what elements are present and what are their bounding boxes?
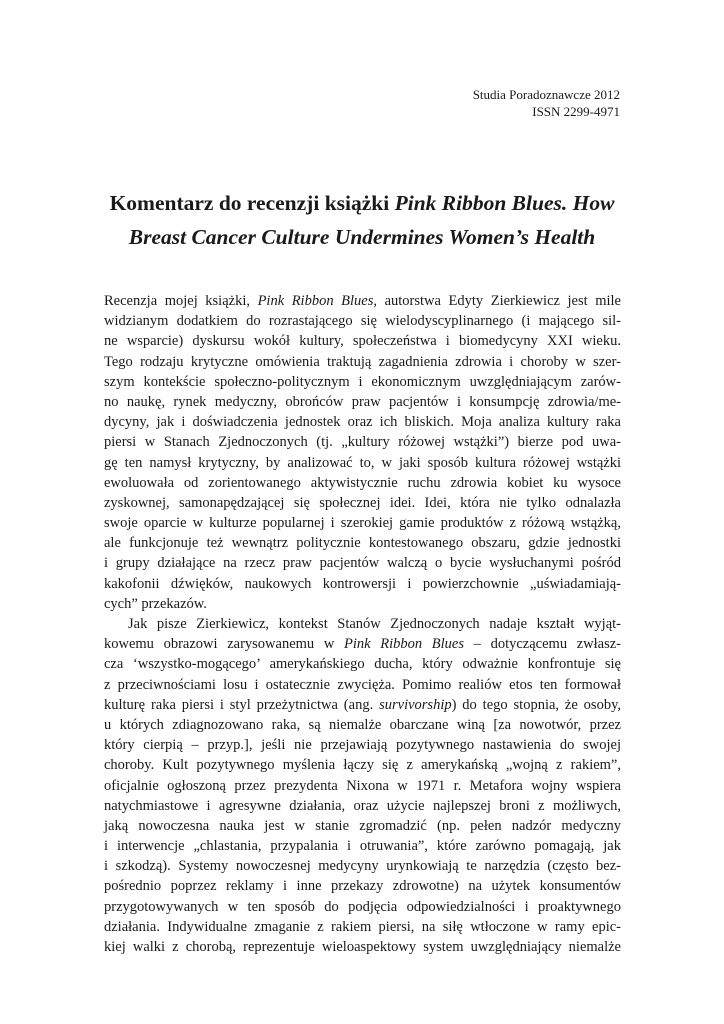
body-line: u których zdiagnozowano raka, są niemalże obarczane winą [za nowotwór, przez <box>104 716 621 733</box>
body-text <box>104 291 621 957</box>
body-line: z przeciwnościami losu i ostatecznie zwycięża. Pomimo realiów etos ten formował <box>104 676 621 693</box>
body-line: działania. Indywidualne zmaganie z rakiem piersi, na siłę wtłoczone w ramy epic- <box>104 918 621 935</box>
body-line: szym kontekście społeczno-politycznym i ekonomicznym uwzględniającym zarów- <box>104 373 621 390</box>
body-line: zyskownej, samonapędzającej się społecznej idei. Idei, która nie tylko odnalazła <box>104 494 621 511</box>
body-line: jaką nowoczesna nauka jest w stanie zgromadzić (np. pełen nadzór medyczny <box>104 817 621 834</box>
body-line: no naukę, rynek medyczny, obrońców praw pacjentów i konsumpcję zdrowia/me- <box>104 393 621 410</box>
body-line <box>104 291 621 311</box>
italic-book-title: Pink Ribbon Blues <box>343 636 464 653</box>
body-line: ne wsparcie) dyskursu wokół kultury, społeczeństwa i biomedycyny XXI wieku. <box>104 333 621 350</box>
body-line: i szkodzą). Systemy nowoczesnej medycyny urynkowiają te narzędzia (często bez- <box>104 858 621 875</box>
body-line: gę ten namysł krytyczny, by analizować to, w jaki sposób kultura różowej wstążki <box>104 454 621 471</box>
body-line: choroby. Kult pozytywnego myślenia łączy się z amerykańską „wojną z rakiem”, <box>104 757 621 774</box>
body-line: cza ‘wszystko-mogącego’ amerykańskiego ducha, który odważnie konfrontuje się <box>104 656 621 673</box>
body-line: który cierpią – przyp.], jeśli nie przejawiają pozytywnego nastawienia do swojej <box>104 737 621 754</box>
body-line: pośrednio poprzez reklamy i inne przekazy zdrowotne) na użytek konsumentów <box>104 878 621 895</box>
body-line: ale funkcjonuje też wewnątrz politycznie kontestowanego obszaru, gdzie jednostki <box>104 535 621 552</box>
title-italic-subtitle: Breast Cancer Culture Undermines Women’s Health <box>128 225 596 249</box>
running-header <box>473 86 620 120</box>
article-title <box>60 186 664 254</box>
text-run: Recenzja mojej książki, <box>104 293 258 309</box>
body-line: Jak pisze Zierkiewicz, kontekst Stanów Zjednoczonych nadaje kształt wyjąt- <box>128 616 621 632</box>
journal-name: Studia Poradoznawcze 2012 <box>472 87 620 102</box>
text-run: kowemu obrazowi zarysowanemu w <box>104 636 344 653</box>
body-line <box>104 634 621 654</box>
body-line: oficjalnie ogłoszoną przez prezydenta Nixona w 1971 r. Metafora wojny wspiera <box>104 777 621 794</box>
title-line-1 <box>60 186 664 220</box>
body-line <box>104 695 621 715</box>
body-line: ewoluowała od zorientowanego aktywistycznie ruchu zdrowia kobiet ku wysoce <box>104 474 621 491</box>
text-run: – dotyczącemu zwłasz- <box>464 636 622 653</box>
body-line: natychmiastowe i agresywne działania, oraz użycie najlepszej broni z możliwych, <box>104 797 621 814</box>
text-run: kulturę raka piersi i styl przeżytnictwa (ang. <box>104 696 380 713</box>
body-line: i grupy działające na rzecz praw pacjentów walczą o bycie wysłuchanymi pośród <box>104 555 621 572</box>
title-italic-book: Pink Ribbon Blues. How <box>394 191 615 215</box>
body-line: i interwencje „chlastania, przypalania i otruwania”, które zarówno pomagają, jak <box>104 838 621 855</box>
body-line: cych” przekazów. <box>104 595 207 612</box>
body-line: przygotowywanych w ten sposób do podjęcia odpowiedzialności i proaktywnego <box>104 898 621 915</box>
italic-book-title: Pink Ribbon Blues <box>257 293 374 309</box>
body-line: kiej walki z chorobą, reprezentuje wieloaspektowy system uwzględniający niemalże <box>104 939 621 955</box>
issn-number: ISSN 2299-4971 <box>532 104 620 119</box>
title-line-2 <box>60 220 664 254</box>
body-line: widzianym dodatkiem do rozrastającego się wielodyscyplinarnego (i mającego sil- <box>104 313 621 330</box>
body-line: swoje oparcie w kulturze popularnej i szerokiej gamie produktów z różową wstążką, <box>104 515 621 532</box>
body-line: kakofonii dźwięków, naukowych kontrowersji i powierzchownie „uświadamiają- <box>104 575 621 592</box>
text-run: ) do tego stopnia, że osoby, <box>451 696 621 713</box>
title-roman: Komentarz do recenzji książki <box>109 191 395 215</box>
text-run: , autorstwa Edyty Zierkiewicz jest mile <box>373 293 621 309</box>
italic-term: survivorship <box>379 696 452 713</box>
body-line: dycyny, jak i doświadczenia jednostek oraz ich bliskich. Moja analiza kultury raka <box>104 414 621 431</box>
body-line: Tego rodzaju krytyczne omówienia traktują zagadnienia zdrowia i choroby w szer- <box>104 353 621 370</box>
body-line: piersi w Stanach Zjednoczonych (tj. „kultury różowej wstążki”) bierze pod uwa- <box>104 434 621 451</box>
